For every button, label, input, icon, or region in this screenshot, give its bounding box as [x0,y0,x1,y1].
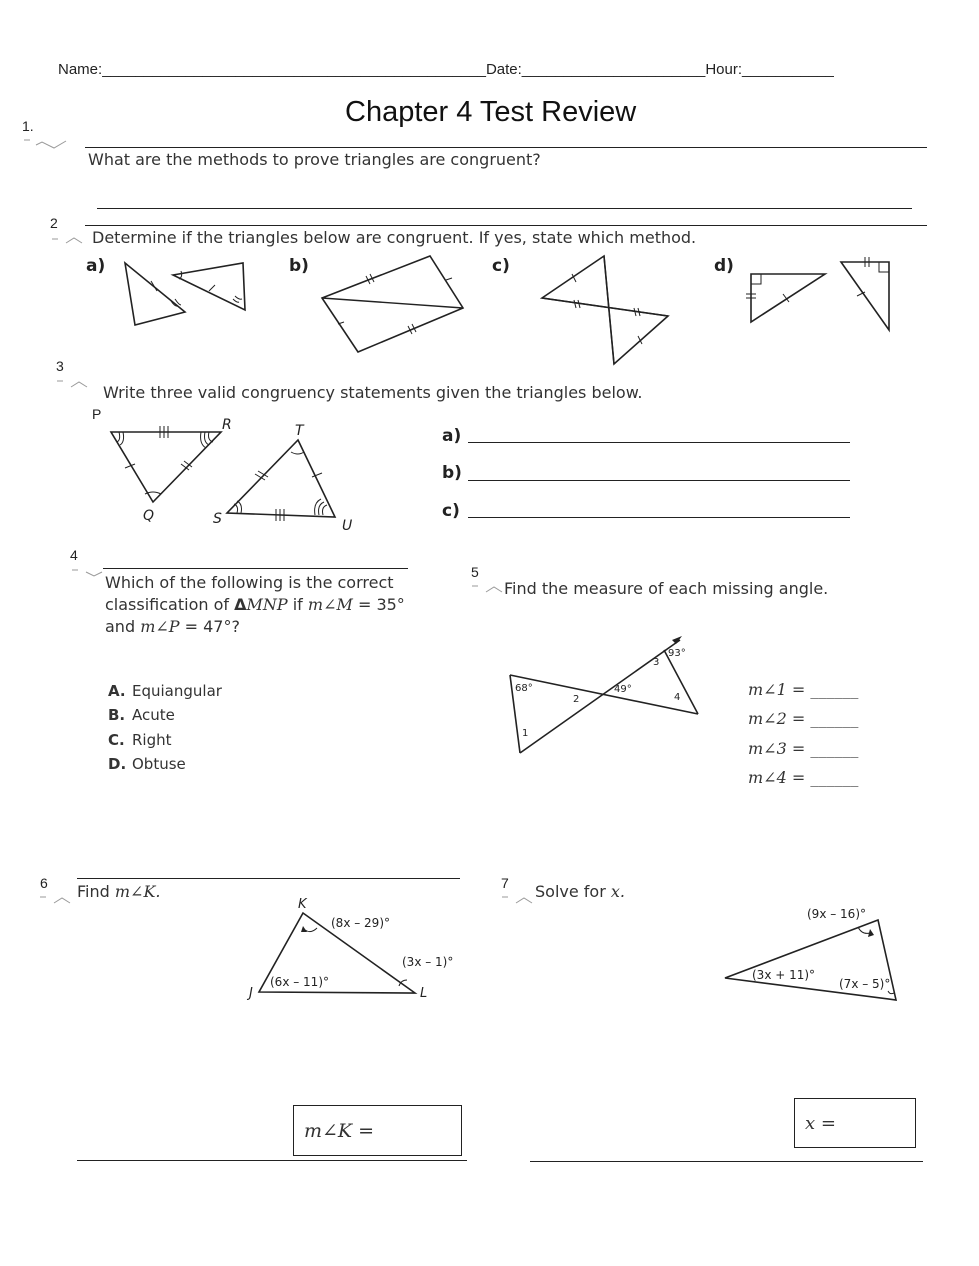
q1-rule [85,147,927,148]
q7-expr-right: (7x – 5)° [839,977,891,991]
q7-number: 7 [501,875,509,891]
q3-vertex-t: T [295,423,304,439]
q3a-label: a) [442,426,462,446]
q5-answer-2[interactable]: m∠2 = ______ [748,709,859,728]
q5-number: 5 [471,564,479,580]
q1-number: 1. [22,118,34,134]
q6-text: Find m∠K. [77,882,161,901]
q5-mark-4: 4 [674,692,681,703]
q4-scan-mark-icon [70,566,110,580]
q4-line2: classification of ΔMNP if m∠M = 35° [105,595,405,614]
name-blank: ______________________________________________ [102,61,486,78]
q6-expr-l: (3x – 1)° [402,955,454,969]
q1-answer-line[interactable] [97,208,912,209]
q5-mark-3: 3 [653,657,660,668]
q2a-label: a) [86,256,106,276]
hour-label: Hour: [705,61,743,78]
q6-number: 6 [40,875,48,891]
q1-text: What are the methods to prove triangles are congruent? [88,150,541,169]
q2-text: Determine if the triangles below are congruent. If yes, state which method. [92,228,697,247]
q4-line3: and m∠P = 47°? [105,617,240,636]
q2-scan-mark-icon [50,233,90,247]
q5-answer-4[interactable]: m∠4 = ______ [748,768,859,787]
q2a-triangles [115,255,255,335]
q3-vertex-p: P [92,406,102,422]
q7-expr-top: (9x – 16)° [807,907,866,921]
q3-triangles [105,420,365,520]
date-blank: ______________________ [521,61,706,78]
q4-option-c[interactable]: C. Right [108,731,172,749]
q6-vertex-j: J [249,986,253,1001]
q3c-answer-line[interactable] [468,517,850,518]
q7-triangle [720,915,905,1007]
q6-vertex-k: K [298,897,307,912]
q6-answer-box[interactable] [293,1105,462,1156]
q2d-right-triangles [745,256,905,336]
q3b-answer-line[interactable] [468,480,850,481]
q2c-label: c) [492,256,510,276]
q1-scan-mark-icon [22,137,72,151]
q5-mark-1: 1 [522,728,529,739]
q3-text: Write three valid congruency statements given the triangles below. [103,383,643,402]
q7-answer-box[interactable] [794,1098,916,1148]
q3c-label: c) [442,501,460,521]
q4-option-d[interactable]: D. Obtuse [108,755,186,773]
q6-rule [77,878,460,879]
q6-expr-j: (6x – 11)° [270,975,329,989]
hour-blank: ___________ [742,61,834,78]
q7-answer-label: x = [805,1113,836,1134]
q5-angle-93: 93° [668,648,686,659]
name-field[interactable] [58,61,834,78]
q6-answer-label: m∠K = [304,1120,375,1142]
q5-answer-3[interactable]: m∠3 = ______ [748,739,859,758]
q6-scan-mark-icon [38,893,78,907]
q3-vertex-r: R [222,417,232,433]
q2b-label: b) [289,256,309,276]
q2-number: 2 [50,215,58,231]
q5-angle-68: 68° [515,683,533,694]
q6-bottom-rule [77,1160,467,1161]
q4-number: 4 [70,547,78,563]
q3-number: 3 [56,358,64,374]
q5-answer-1[interactable]: m∠1 = ______ [748,680,859,699]
q6-vertex-l: L [420,986,428,1001]
q3-scan-mark-icon [55,377,95,391]
q5-text: Find the measure of each missing angle. [504,579,829,598]
q3-vertex-s: S [213,511,222,527]
q3b-label: b) [442,463,462,483]
q4-option-b[interactable]: B. Acute [108,706,175,724]
q7-expr-left: (3x + 11)° [752,968,816,982]
q5-angle-49: 49° [614,684,632,695]
page-title: Chapter 4 Test Review [345,96,637,128]
q7-text: Solve for x. [535,882,625,901]
q2-rule [85,225,927,226]
q2b-quadrilateral [318,252,468,357]
q7-scan-mark-icon [500,893,540,907]
q5-mark-2: 2 [573,694,580,705]
q2d-label: d) [714,256,734,276]
q2c-bowtie [538,252,673,370]
q3-vertex-q: Q [143,508,155,524]
q3a-answer-line[interactable] [468,442,850,443]
date-label: Date: [485,61,522,78]
q3-vertex-u: U [342,518,353,534]
q4-rule [103,568,408,569]
q4-line1: Which of the following is the correct [105,573,394,592]
q4-option-a[interactable]: A. Equiangular [108,682,222,700]
q6-expr-k: (8x – 29)° [331,916,390,930]
name-label: Name: [58,61,103,78]
q7-bottom-rule [530,1161,923,1162]
